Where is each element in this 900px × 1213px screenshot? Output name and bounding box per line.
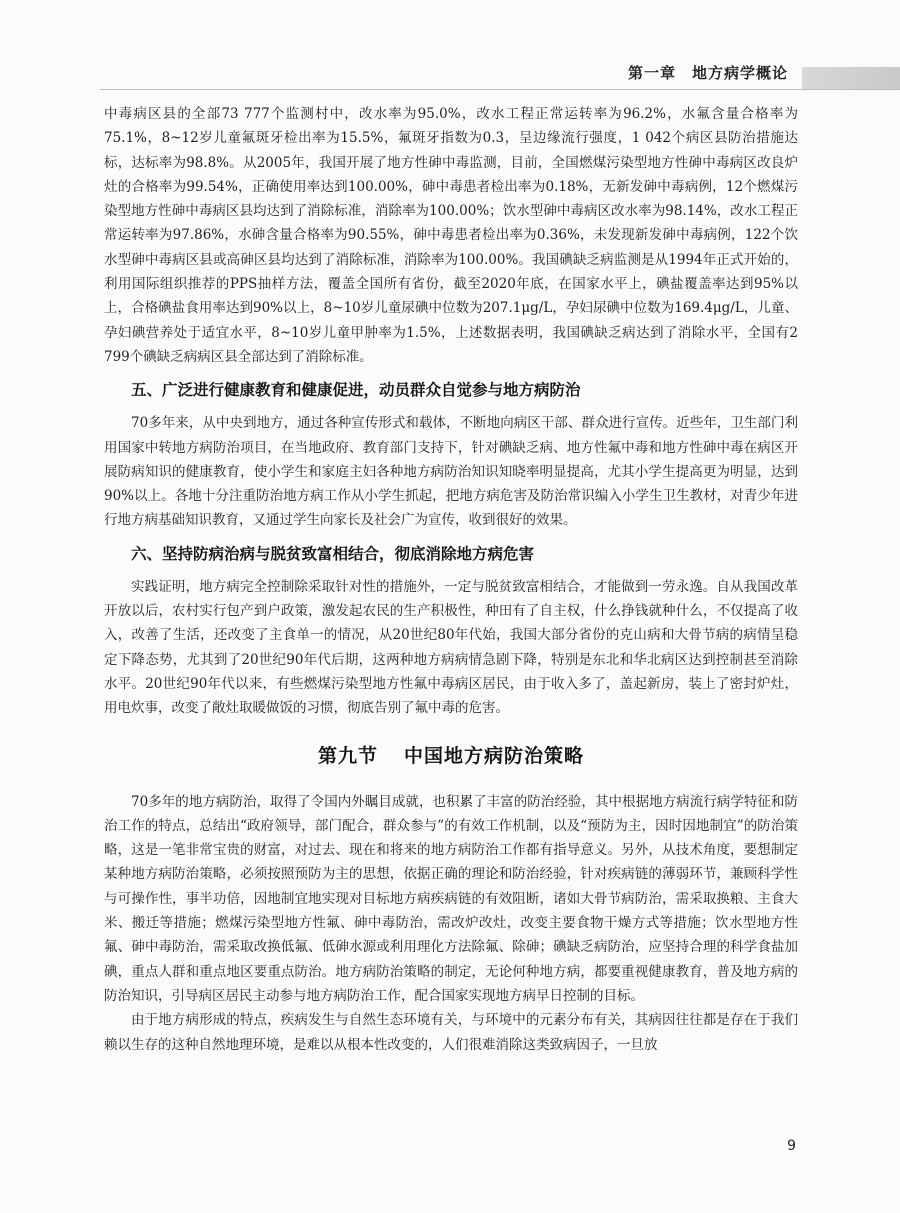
paragraph-monitoring-results: 中毒病区县的全部73 777个监测村中，改水率为95.0%，改水工程正常运转率为96.2%，水氟含量合格率为75.1%，8~12岁儿童氟斑牙检出率为15.5%，氟斑牙指数为0.3，呈边缘流行强度，1 042个病区县防治措施达标，达标率为98.8%。从2005年，我国开展了地方性砷中毒监测，目前，全国燃煤污染型地方性砷中毒病区改良炉灶的合格率为99.54%，正确使用率达到100.00%，砷中毒患者检出率为0.18%，无新发砷中毒病例，12个燃煤污染型地方性砷中毒病区县均达到了消除标准，消除率为100.00%；饮水型砷中毒病区改水率为98.14%，改水工程正常运转率为97.86%，水砷含量合格率为90.55%，砷中毒患者检出率为0.36%，未发现新发砷中毒病例，122个饮水型砷中毒病区县或高砷区县均达到了消除标准，消除率为100.00%。我国碘缺乏病监测是从1994年正式开始的，利用国际组织推荐的PPS抽样方法，覆盖全国所有省份，截至2020年底，在国家水平上，碘盐覆盖率达到95%以上，合格碘盐食用率达到90%以上，8~10岁儿童尿碘中位数为207.1μg/L，孕妇尿碘中位数为169.4μg/L，儿童、孕妇碘营养处于适宜水平，8~10岁儿童甲肿率为1.5%，上述数据表明，我国碘缺乏病达到了消除水平，全国有2 799个碘缺乏病病区县全部达到了消除标准。 bbox=[104, 106, 798, 365]
running-header bbox=[0, 58, 900, 90]
header-tab-bar bbox=[802, 67, 900, 89]
heading-poverty-alleviation: 六、坚持防病治病与脱贫致富相结合，彻底消除地方病危害 bbox=[131, 544, 535, 563]
paragraph-health-education: 70多年来，从中央到地方，通过各种宣传形式和载体，不断地向病区干部、群众进行宣传。近些年，卫生部门利用国家中转地方病防治项目，在当地政府、教育部门支持下，针对碘缺乏病、地方性氟中毒和地方性砷中毒在病区开展防病知识的健康教育，使小学生和家庭主妇各种地方病防治知识知晓率明显提高，尤其小学生提高更为明显，达到90%以上。各地十分注重防治地方病工作从小学生抓起，把地方病危害及防治常识编入小学生卫生教材，对青少年进行地方病基础知识教育，又通过学生向家长及社会广为宣传，收到很好的效果。 bbox=[104, 415, 798, 529]
chapter-title: 第一章 地方病学概论 bbox=[627, 64, 788, 82]
paragraph-poverty-alleviation: 实践证明，地方病完全控制除采取针对性的措施外，一定与脱贫致富相结合，才能做到一劳永逸。自从我国改革开放以后，农村实行包产到户政策，激发起农民的生产积极性，种田有了自主权，什么挣钱就种什么，不仅提高了收入，改善了生活，还改变了主食单一的情况，从20世纪80年代始，我国大部分省份的克山病和大骨节病的病情呈稳定下降态势，尤其到了20世纪90年代后期，这两种地方病病情急剧下降，特别是东北和华北病区达到控制甚至消除水平。20世纪90年代以来，有些燃煤污染型地方性氟中毒病区居民，由于收入多了，盖起新房，装上了密封炉灶，用电炊事，改变了敞灶取暖做饭的习惯，彻底告别了氟中毒的危害。 bbox=[104, 578, 798, 717]
section-heading bbox=[104, 741, 798, 768]
header-rule bbox=[100, 89, 900, 90]
heading-health-education: 五、广泛进行健康教育和健康促进，动员群众自觉参与地方病防治 bbox=[131, 381, 581, 400]
paragraph-etiology: 由于地方病形成的特点，疾病发生与自然生态环境有关，与环境中的元素分布有关，其病因往往都是存在于我们赖以生存的这种自然地理环境，是难以从根本性改变的，人们很难消除这类致病因子，一旦放 bbox=[104, 1012, 798, 1053]
paragraph-strategy: 70多年的地方病防治，取得了令国内外瞩目成就，也积累了丰富的防治经验，其中根据地方病流行病学特征和防治工作的特点，总结出“政府领导，部门配合，群众参与”的有效工作机制，以及“预防为主，因时因地制宜”的防治策略，这是一笔非常宝贵的财富，对过去、现在和将来的地方病防治工作都有指导意义。另外，从技术角度，要想制定某种地方病防治策略，必须按照预防为主的思想，依据正确的理论和防治经验，针对疾病链的薄弱环节，兼顾科学性与可操作性，事半功倍，因地制宜地实现对目标地方病疾病链的有效阻断，诸如大骨节病防治，需采取换粮、主食大米、搬迁等措施；燃煤污染型地方性氟、砷中毒防治，需改炉改灶，改变主要食物干燥方式等措施；饮水型地方性氟、砷中毒防治，需采取改换低氟、低砷水源或利用理化方法除氟、除砷；碘缺乏病防治，应坚持合理的科学食盐加碘，重点人群和重点地区要重点防治。地方病防治策略的制定，无论何种地方病，都要重视健康教育，普及地方病的防治知识，引导病区居民主动参与地方病防治工作，配合国家实现地方病早日控制的目标。 bbox=[104, 793, 798, 1004]
page-body bbox=[104, 102, 798, 1057]
section-number: 第九节 bbox=[317, 744, 378, 767]
page-number: 9 bbox=[787, 1138, 796, 1154]
section-title: 中国地方病防治策略 bbox=[404, 744, 585, 767]
